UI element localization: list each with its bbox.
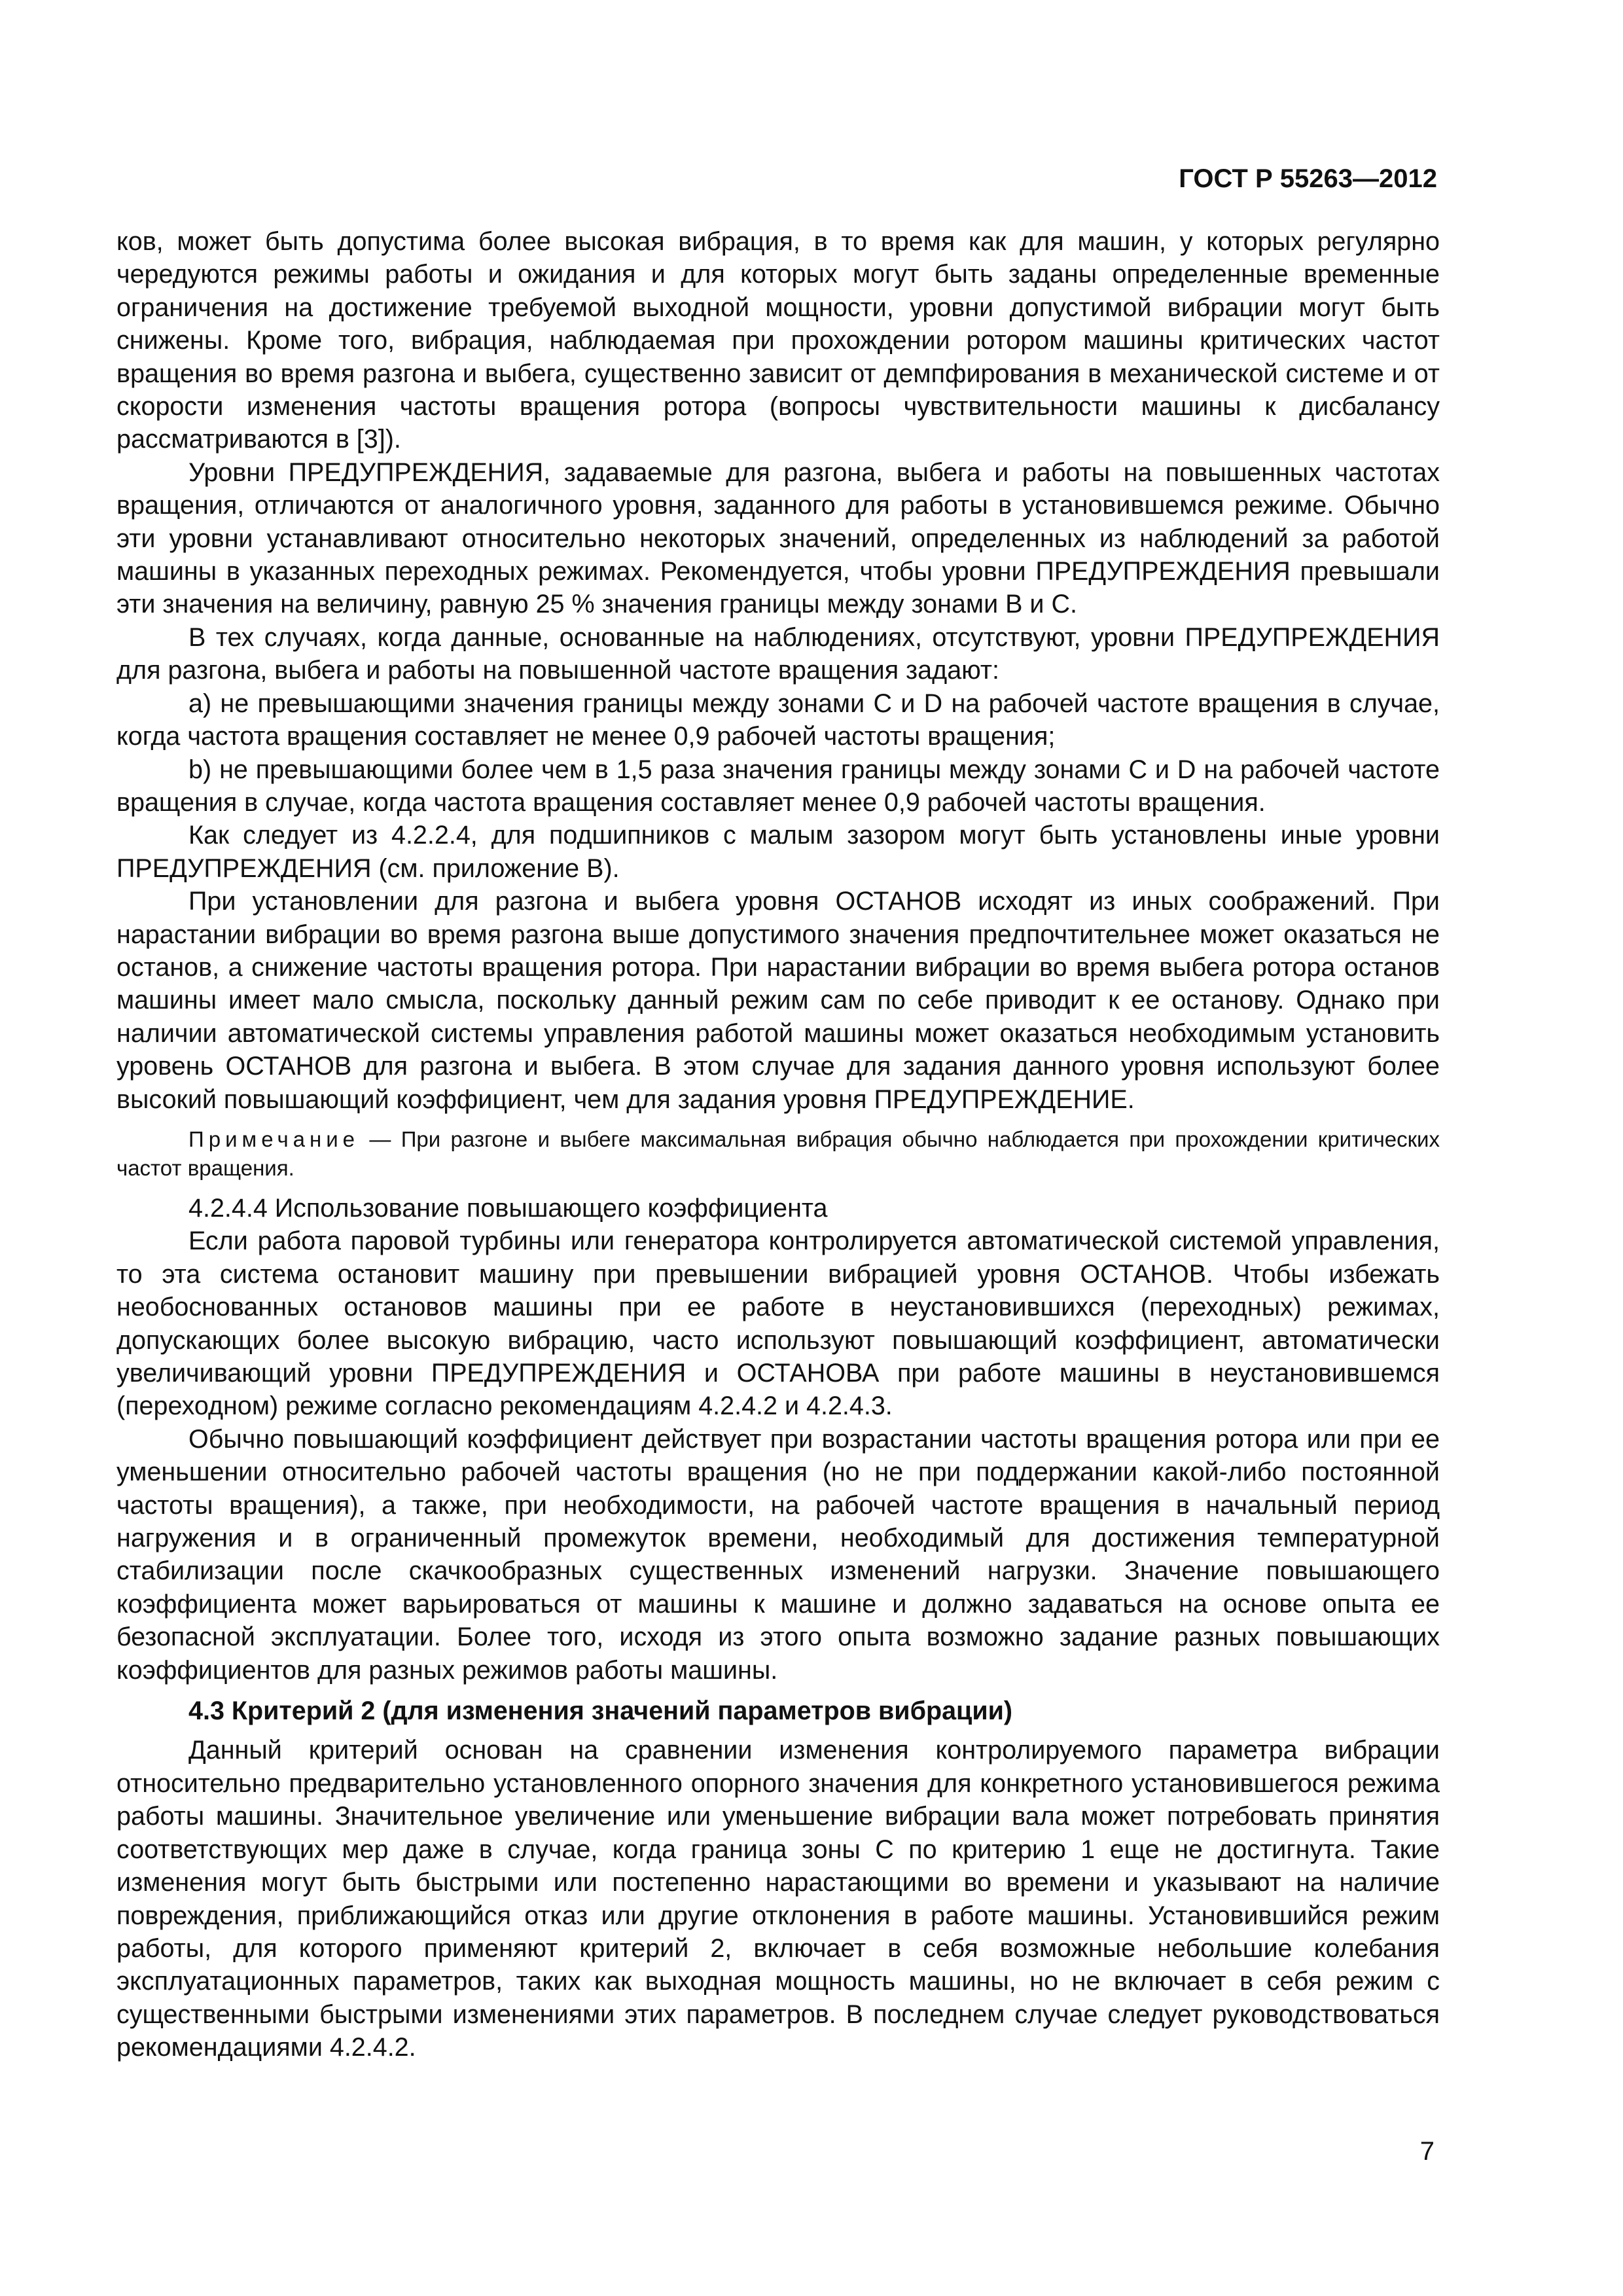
- subsection-heading: 4.2.4.4 Использование повышающего коэффициента: [188, 1193, 828, 1223]
- paragraph-small-clearance: Как следует из 4.2.2.4, для подшипников с малым зазором могут быть установлены иные уровни ПРЕДУПРЕЖДЕНИЯ (см. приложение В).: [116, 821, 1440, 883]
- paragraph-automatic-control: Если работа паровой турбины или генератора контролируется автоматической системой управления, то эта система остановит машину при превышении вибрацией уровня ОСТАНОВ. Чтобы избежать необоснованных остановов машины при ее работе в неустановившихся (переходных) режимах, допускающих более высокую вибрацию, часто используют повышающий коэффициент, автоматически увеличивающий уровни ПРЕДУПРЕЖДЕНИЯ и ОСТАНОВА при работе машины в неустановившемся (переходном) режиме согласно рекомендациям 4.2.4.2 и 4.2.4.3.: [116, 1227, 1440, 1421]
- note-text: — При разгоне и выбеге максимальная вибрация обычно наблюдается при прохождении критических частот вращения.: [116, 1126, 1440, 1180]
- document-body: [116, 225, 1440, 2064]
- paragraph-stop-level: При установлении для разгона и выбега уровня ОСТАНОВ исходят из иных соображений. При нарастании вибрации во время разгона выше допустимого значения предпочтительнее может оказаться не останов, а снижение частоты вращения ротора. При нарастании вибрации во время выбега ротора останов машины имеет мало смысла, поскольку данный режим сам по себе приводит к ее останову. Однако при наличии автоматической системы управления работой машины может оказаться необходимым установить уровень ОСТАНОВ для разгона и выбега. В этом случае для задания данного уровня используют более высокий повышающий коэффициент, чем для задания уровня ПРЕДУПРЕЖДЕНИЕ.: [116, 887, 1440, 1114]
- note: [116, 1125, 1440, 1183]
- paragraph-warning-levels: Уровни ПРЕДУПРЕЖДЕНИЯ, задаваемые для разгона, выбега и работы на повышенных частотах вращения, отличаются от аналогичного уровня, заданного для работы в установившемся режиме. Обычно эти уровни устанавливают относительно некоторых значений, определенных из наблюдений за работой машины в указанных переходных режимах. Рекомендуется, чтобы уровни ПРЕДУПРЕЖДЕНИЯ превышали эти значения на величину, равную 25 % значения границы между зонами В и С.: [116, 457, 1440, 619]
- paragraph-continuation: ков, может быть допустима более высокая вибрация, в то время как для машин, у которых регулярно чередуются режимы работы и ожидания и для которых могут быть заданы определенные временные ограничения на достижение требуемой выходной мощности, уровни допустимой вибрации могут быть снижены. Кроме того, вибрация, наблюдаемая при прохождении ротором машины критических частот вращения во время разгона и выбега, существенно зависит от демпфирования в механической системе и от скорости изменения частоты вращения ротора (вопросы чувствительности машины к дисбалансу рассматриваются в [3]).: [116, 227, 1440, 454]
- document-code: ГОСТ Р 55263—2012: [1179, 164, 1437, 193]
- page-number: 7: [1419, 2137, 1435, 2166]
- paragraph-boost-factor: Обычно повышающий коэффициент действует при возрастании частоты вращения ротора или при ее уменьшении относительно рабочей частоты вращения (но не при поддержании какой-либо постоянной частоты вращения), а также, при необходимости, на рабочей частоте вращения в начальный период нагружения и в ограниченный промежуток времени, необходимый для достижения температурной стабилизации после скачкообразных существенных изменений нагрузки. Значение повышающего коэффициента может варьироваться от машины к машине и должно задаваться на основе опыта ее безопасной эксплуатации. Более того, исходя из этого опыта возможно задание разных повышающих коэффициентов для разных режимов работы машины.: [116, 1424, 1440, 1685]
- section-heading: 4.3 Критерий 2 (для изменения значений параметров вибрации): [188, 1696, 1013, 1726]
- note-label: Примечание: [188, 1126, 360, 1151]
- paragraph-no-data: В тех случаях, когда данные, основанные на наблюдениях, отсутствуют, уровни ПРЕДУПРЕЖДЕНИЯ для разгона, выбега и работы на повышенной частоте вращения задают:: [116, 622, 1440, 685]
- paragraph-criterion-2: Данный критерий основан на сравнении изменения контролируемого параметра вибрации относительно предварительно установленного опорного значения для конкретного установившегося режима работы машины. Значительное увеличение или уменьшение вибрации вала может потребовать принятия соответствующих мер даже в случае, когда граница зоны С по критерию 1 еще не достигнута. Такие изменения могут быть быстрыми или постепенно нарастающими во времени и указывают на наличие повреждения, приближающийся отказ или другие отклонения в работе машины. Установившийся режим работы, для которого применяют критерий 2, включает в себя возможные небольшие колебания эксплуатационных параметров, таких как выходная мощность машины, но не включает в себя режим с существенными быстрыми изменениями этих параметров. В последнем случае следует руководствоваться рекомендациями 4.2.4.2.: [116, 1736, 1440, 2062]
- list-item-a: a) не превышающими значения границы между зонами С и D на рабочей частоте вращения в случае, когда частота вращения составляет не менее 0,9 рабочей частоты вращения;: [116, 689, 1440, 751]
- list-item-b: b) не превышающими более чем в 1,5 раза значения границы между зонами С и D на рабочей частоте вращения в случае, когда частота вращения составляет менее 0,9 рабочей частоты вращения.: [116, 755, 1440, 817]
